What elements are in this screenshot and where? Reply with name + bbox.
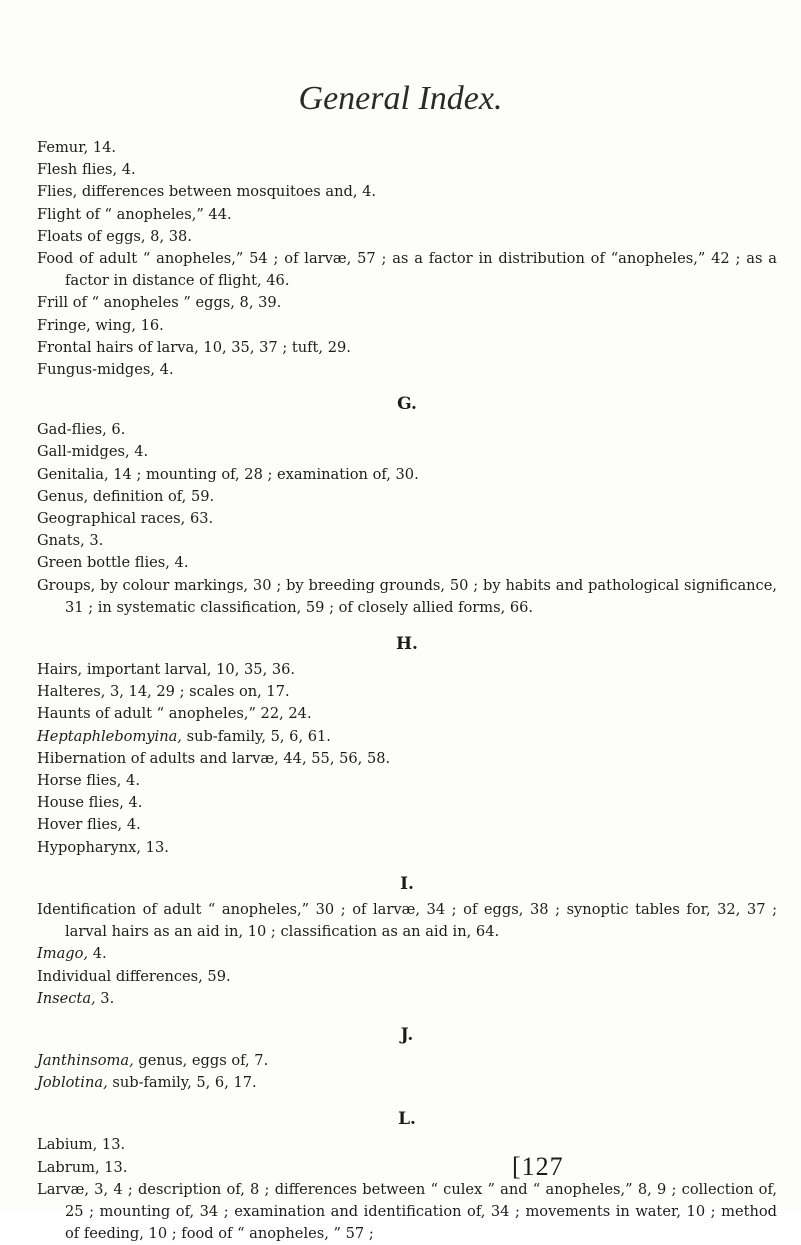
index-entry: Fringe, wing, 16.	[37, 316, 164, 334]
index-entry: Gad-flies, 6.	[37, 421, 126, 439]
index-entry: Frontal hairs of larva, 10, 35, 37 ; tuft, 29.	[37, 338, 351, 356]
index-entry: Flies, differences between mosquitoes and, 4.	[37, 183, 377, 201]
page-number: [127	[512, 1152, 564, 1181]
index-entry: Haunts of adult “ anopheles,” 22, 24.	[37, 705, 312, 723]
index-body	[37, 137, 777, 1245]
index-term-italic: Imago,	[37, 945, 89, 963]
index-entry-pages: 4.	[88, 945, 107, 963]
index-entry	[37, 1050, 777, 1072]
index-entry: Fungus-midges, 4.	[37, 361, 174, 379]
index-entry: Hover flies, 4.	[37, 816, 141, 834]
section-g	[37, 419, 777, 619]
section-i	[37, 899, 777, 1010]
section-f	[37, 137, 777, 381]
index-entry: Labrum, 13.	[37, 1158, 128, 1176]
index-entry-pages: genus, eggs of, 7.	[133, 1051, 269, 1069]
index-entry: Geographical races, 63.	[37, 510, 214, 528]
index-entry-pages: sub-family, 5, 6, 61.	[181, 727, 331, 745]
index-entry: Gnats, 3.	[37, 532, 104, 550]
index-entry: Genus, definition of, 59.	[37, 487, 215, 505]
index-entry: House flies, 4.	[37, 794, 143, 812]
index-entry	[37, 943, 777, 965]
index-entry: Individual differences, 59.	[37, 967, 231, 985]
index-entry: Larvæ, 3, 4 ; description of, 8 ; differences between “ culex ” and “ anopheles,” 8, 9 ; collection of, 25 ; mounting of, 34 ; examination and identification of, 34 ; movements in water, 10 ; method of feeding, 10 ; food of “ anopheles, ” 57 ;	[37, 1180, 777, 1243]
section-h	[37, 659, 777, 859]
section-letter-h: H.	[396, 634, 418, 655]
index-entry-pages: 3.	[95, 989, 115, 1007]
index-entry	[37, 726, 777, 748]
index-entry: Flight of “ anopheles,” 44.	[37, 205, 232, 223]
index-term-italic: Heptaphlebomyina,	[37, 727, 182, 745]
index-entry: Femur, 14.	[37, 139, 117, 156]
section-j	[37, 1050, 777, 1094]
index-entry: Flesh flies, 4.	[37, 161, 136, 179]
index-entry: Identification of adult “ anopheles,” 30 ; of larvæ, 34 ; of eggs, 38 ; synoptic tables for, 32, 37 ; larval hairs as an aid in, 10 ; classification as an aid in, 64.	[37, 900, 777, 941]
section-letter-i: I.	[400, 873, 414, 894]
index-entry: Floats of eggs, 8, 38.	[37, 227, 192, 245]
index-entry: Horse flies, 4.	[37, 772, 140, 790]
index-entry: Halteres, 3, 14, 29 ; scales on, 17.	[37, 683, 290, 701]
section-l	[37, 1134, 777, 1245]
index-entry: Hibernation of adults and larvæ, 44, 55, 56, 58.	[37, 749, 391, 767]
index-term-italic: Janthinsoma,	[37, 1051, 134, 1069]
index-term-italic: Joblotina,	[37, 1074, 108, 1092]
section-letter-j: J.	[400, 1024, 414, 1045]
section-letter-l: L.	[398, 1109, 416, 1130]
index-entry: Green bottle flies, 4.	[37, 554, 189, 572]
index-entry: Hypopharynx, 13.	[37, 838, 169, 856]
index-entry: Hairs, important larval, 10, 35, 36.	[37, 661, 296, 679]
index-entry: Frill of “ anopheles ” eggs, 8, 39.	[37, 294, 282, 312]
index-entry: Food of adult “ anopheles,” 54 ; of larvæ, 57 ; as a factor in distribution of “anopheles,” 42 ; as a factor in distance of flight, 46.	[37, 250, 777, 290]
index-entry: Groups, by colour markings, 30 ; by breeding grounds, 50 ; by habits and pathological significance, 31 ; in systematic classification, 59 ; of closely allied forms, 66.	[37, 576, 777, 616]
index-entry	[37, 1072, 777, 1094]
index-term-italic: Insecta,	[37, 989, 96, 1007]
index-entry-pages: sub-family, 5, 6, 17.	[107, 1074, 257, 1092]
index-entry: Gall-midges, 4.	[37, 443, 149, 461]
index-entry: Genitalia, 14 ; mounting of, 28 ; examination of, 30.	[37, 465, 419, 483]
page-title: General Index.	[298, 80, 503, 117]
section-letter-g: G.	[397, 394, 417, 415]
index-entry: Labium, 13.	[37, 1136, 126, 1154]
index-entry	[37, 988, 777, 1010]
